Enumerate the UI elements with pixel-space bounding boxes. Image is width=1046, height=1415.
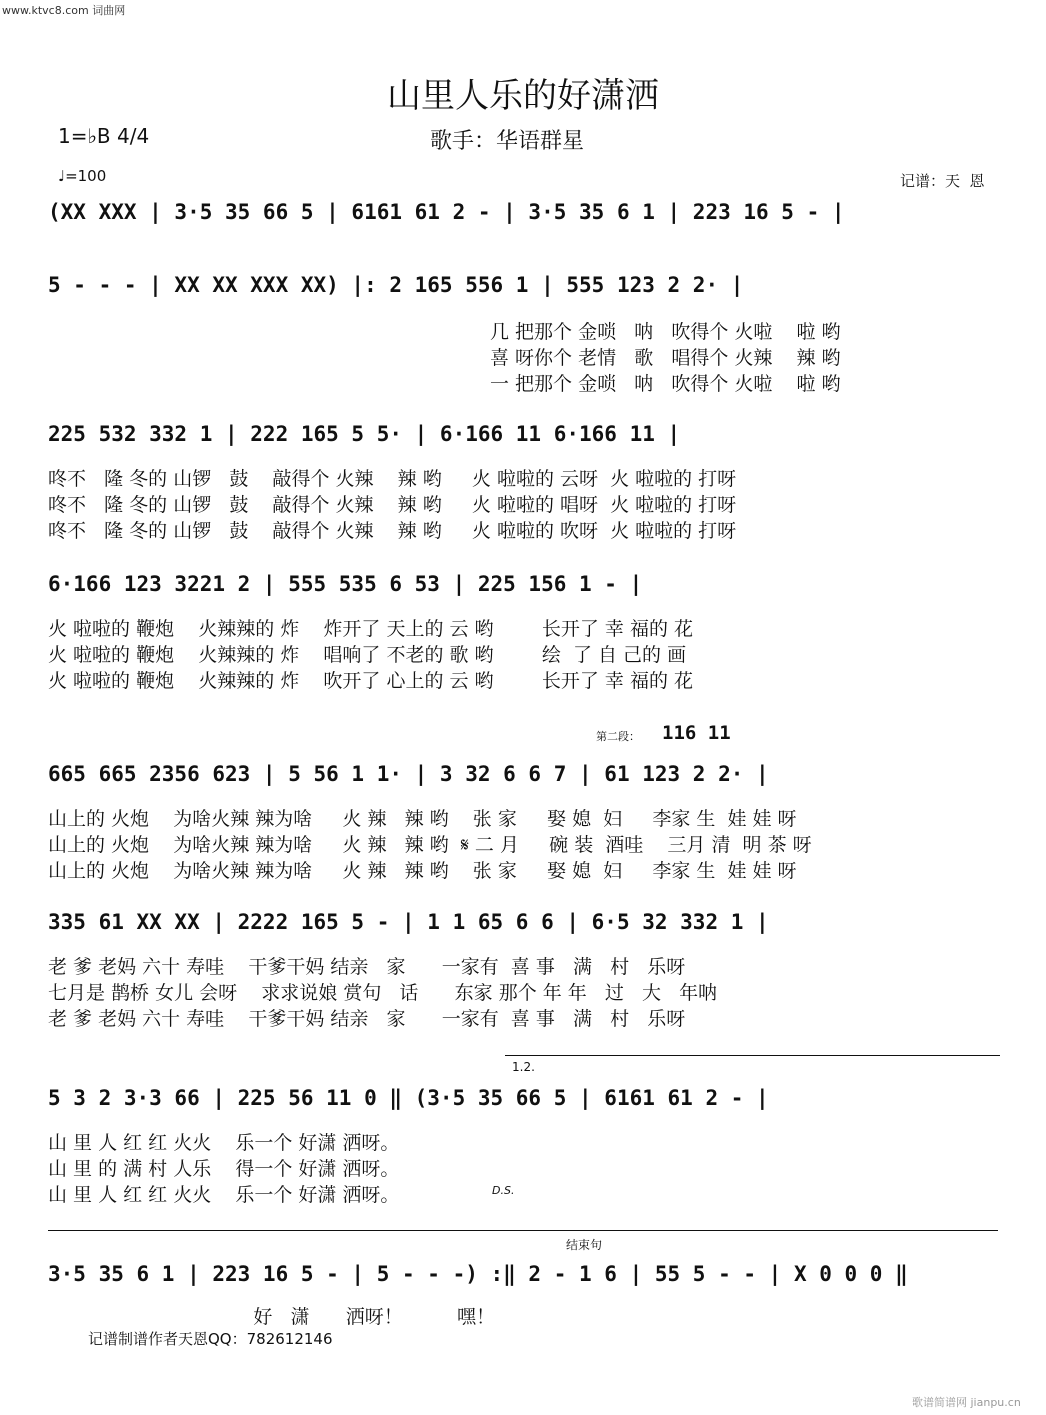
lyric-verse-1: 火 啦啦的 鞭炮 火辣辣的 炸 炸开了 天上的 云 哟 长开了 幸 福的 花 bbox=[48, 618, 693, 640]
score-row-3 bbox=[0, 422, 1046, 542]
notes-line: 3·5 35 6 1 | 223 16 5 - | 5 - - -) :‖ 2 - 1 6 | 55 5 - - | X 0 0 0 ‖ bbox=[48, 1262, 908, 1286]
volta-bracket bbox=[505, 1055, 1000, 1056]
scribe-credit: 记谱：天 恩 bbox=[900, 172, 985, 190]
score-row-1 bbox=[0, 200, 1046, 240]
score-row-8 bbox=[0, 1262, 1046, 1332]
lyric-verse-2: 火 啦啦的 鞭炮 火辣辣的 炸 唱响了 不老的 歌 哟 绘 了 自 己的 画 bbox=[48, 644, 687, 666]
score-row-7 bbox=[0, 1086, 1046, 1206]
lyric-verse-3: 火 啦啦的 鞭炮 火辣辣的 炸 吹开了 心上的 云 哟 长开了 幸 福的 花 bbox=[48, 670, 693, 692]
tempo-marking: ♩=100 bbox=[58, 167, 107, 185]
score-row-5 bbox=[0, 762, 1046, 882]
lyric-verse-2: 山 里 的 满 村 人乐 得一个 好潇 洒呀。 bbox=[48, 1158, 400, 1180]
score-row-4 bbox=[0, 572, 1046, 692]
lyric-verse-1: 山 里 人 红 红 火火 乐一个 好潇 洒呀。 bbox=[48, 1132, 400, 1154]
notes-line: 335 61 XX XX | 2222 165 5 - | 1 1 65 6 6 | 6·5 32 332 1 | bbox=[48, 910, 769, 934]
notes-line: 225 532 332 1 | 222 165 5 5· | 6·166 11 6·166 11 | bbox=[48, 422, 681, 446]
lyric-verse-2: 喜 呀你个 老情 歌 唱得个 火辣 辣 哟 bbox=[490, 347, 841, 369]
alt-notes: 116 11 bbox=[662, 722, 731, 744]
lyric-verse-2: 咚不 隆 冬的 山锣 鼓 敲得个 火辣 辣 哟 火 啦啦的 唱呀 火 啦啦的 打呀 bbox=[48, 494, 737, 516]
footer-credit: 记谱制谱作者天恩QQ：782612146 bbox=[88, 1330, 333, 1348]
notes-line: 5 3 2 3·3 66 | 225 56 11 0 ‖ (3·5 35 66 5 | 6161 61 2 - | bbox=[48, 1086, 769, 1110]
notes-line: (XX XXX | 3·5 35 66 5 | 6161 61 2 - | 3·5 35 6 1 | 223 16 5 - | bbox=[48, 200, 845, 224]
watermark-top: www.ktvc8.com 词曲网 bbox=[2, 4, 126, 17]
lyric-verse-2: 山上的 火炮 为啥火辣 辣为啥 火 辣 辣 哟 𝄋 二 月 碗 装 酒哇 三月 清 明 茶 呀 bbox=[48, 834, 812, 856]
notes-line: 5 - - - | XX XX XXX XX) |: 2 165 556 1 | 555 123 2 2· | bbox=[48, 273, 744, 297]
lyric-verse-3: 老 爹 老妈 六十 寿哇 干爹干妈 结亲 家 一家有 喜 事 满 村 乐呀 bbox=[48, 1008, 686, 1030]
watermark-bottom: 歌谱简谱网 jianpu.cn bbox=[912, 1396, 1021, 1409]
notes-line: 665 665 2356 623 | 5 56 1 1· | 3 32 6 6 7 | 61 123 2 2· | bbox=[48, 762, 769, 786]
ending-bracket bbox=[48, 1230, 998, 1231]
lyric-verse-1: 几 把那个 金唢 呐 吹得个 火啦 啦 哟 bbox=[490, 321, 841, 343]
lyric-verse-1: 老 爹 老妈 六十 寿哇 干爹干妈 结亲 家 一家有 喜 事 满 村 乐呀 bbox=[48, 956, 686, 978]
song-title: 山里人乐的好潇洒 bbox=[387, 76, 659, 116]
lyric-verse-3: 咚不 隆 冬的 山锣 鼓 敲得个 火辣 辣 哟 火 啦啦的 吹呀 火 啦啦的 打呀 bbox=[48, 520, 737, 542]
key-signature: 1=♭B 4/4 bbox=[58, 124, 150, 148]
lyric-verse-3: 山上的 火炮 为啥火辣 辣为啥 火 辣 辣 哟 张 家 娶 媳 妇 李家 生 娃 娃 呀 bbox=[48, 860, 797, 882]
lyric-verse-3: 一 把那个 金唢 呐 吹得个 火啦 啦 哟 bbox=[490, 373, 841, 395]
score-row-2 bbox=[0, 273, 1046, 393]
ds-marking: D.S. bbox=[492, 1184, 515, 1197]
lyric-line: 好 潇 洒呀！ 嘿！ bbox=[48, 1306, 496, 1328]
score-row-6 bbox=[0, 910, 1046, 1030]
notes-line: 6·166 123 3221 2 | 555 535 6 53 | 225 156 1 - | bbox=[48, 572, 643, 596]
volta-marker: 1.2. bbox=[512, 1060, 535, 1074]
singer: 歌手：华语群星 bbox=[430, 129, 585, 154]
second-part-marker: 第二段： bbox=[596, 730, 640, 743]
lyric-verse-1: 咚不 隆 冬的 山锣 鼓 敲得个 火辣 辣 哟 火 啦啦的 云呀 火 啦啦的 打呀 bbox=[48, 468, 737, 490]
lyric-verse-3: 山 里 人 红 红 火火 乐一个 好潇 洒呀。 bbox=[48, 1184, 400, 1206]
lyric-verse-1: 山上的 火炮 为啥火辣 辣为啥 火 辣 辣 哟 张 家 娶 媳 妇 李家 生 娃 娃 呀 bbox=[48, 808, 797, 830]
lyric-verse-2: 七月是 鹊桥 女儿 会呀 求求说娘 赏句 话 东家 那个 年 年 过 大 年呐 bbox=[48, 982, 718, 1004]
ending-marker: 结束句 bbox=[566, 1238, 603, 1252]
